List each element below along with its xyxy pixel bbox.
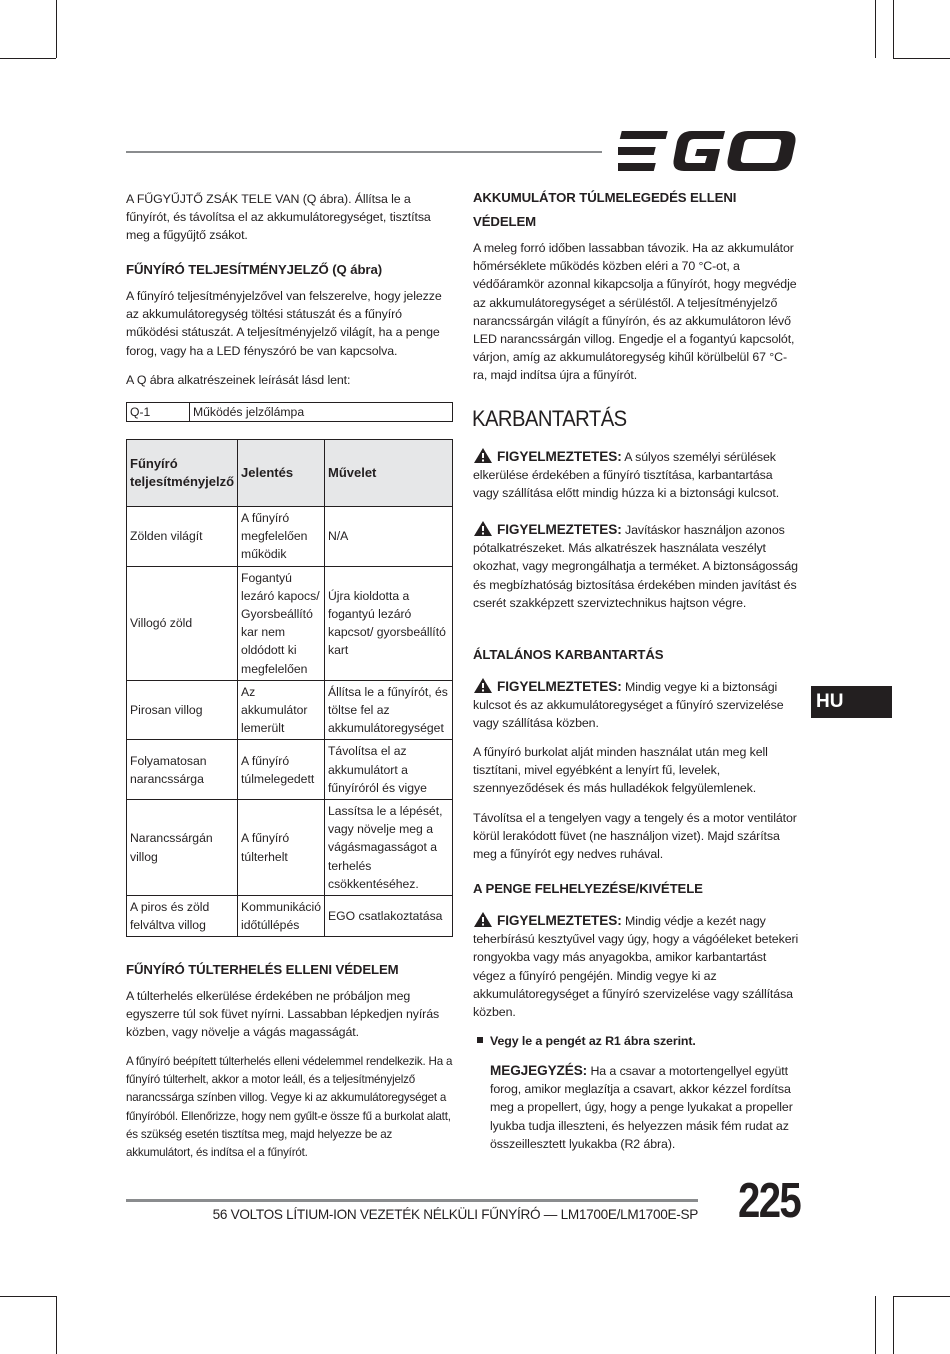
cell-action: N/A bbox=[324, 507, 452, 567]
warning-triangle-icon bbox=[473, 520, 493, 537]
crop-mark bbox=[56, 1296, 57, 1354]
warning-text: A súlyos személyi sérülések elkerülése érdekében a fűnyíró tisztítása, karbantartása vagy szállítása előtt mindig húzza ki a biztonsági kulcsot. bbox=[473, 450, 780, 501]
cell-action: Újra kioldotta a fogantyú lezáró kapcsot/ gyorsbeállító kart bbox=[324, 566, 452, 680]
warning-triangle-icon bbox=[473, 911, 493, 928]
footer-rule bbox=[126, 1199, 698, 1202]
cell-meaning: A fűnyíró megfelelően működik bbox=[238, 507, 325, 567]
cell-action: Távolítsa el az akkumulátort a fűnyíróról és vigye bbox=[324, 740, 452, 800]
warning-text: Mindig vegye ki a biztonsági kulcsot és az akkumulátoregységet a fűnyíró szervizelése vagy szállítása közben. bbox=[473, 680, 784, 731]
blade-heading: A PENGE FELHELYEZÉSE/KIVÉTELE bbox=[473, 881, 703, 896]
crop-mark bbox=[875, 0, 876, 58]
page-number: 225 bbox=[738, 1174, 801, 1228]
warning-label: FIGYELMEZTETES: bbox=[497, 679, 622, 694]
table-row bbox=[127, 740, 453, 800]
table-row bbox=[127, 896, 453, 937]
crop-mark bbox=[0, 1296, 56, 1297]
general-paragraph-2: Távolítsa el a tengelyen vagy a tengely és a motor ventilátor körül lerakódott füvet (ne használjon vizet). Majd szárítsa meg a fűnyírót egy nedves ruhával. bbox=[473, 811, 797, 862]
battery-paragraph: A meleg forró időben lassabban távozik. Ha az akkumulátor hőmérséklete működés közben eléri a 70 °C-ot, a védőáramkör azonnal kikapcsolja a fűnyírót, hogy megvédje az akkumulátoregységet a sérüléstől. A teljesítményjelző narancssárgán világít a fűnyírón, és az akkumulátoron lévő LED narancssárgán villog. Engedje el a fogantyú kapcsolót, várjon, amíg az akkumulátoregység kihűl körülbelül 67 °C-ra, majd indítsa újra a fűnyírót. bbox=[473, 241, 797, 383]
warning-block-3 bbox=[473, 677, 799, 733]
crop-mark bbox=[893, 1296, 950, 1297]
warning-block-1 bbox=[473, 447, 799, 503]
language-tab-label: HU bbox=[816, 691, 844, 712]
warning-block-2 bbox=[473, 520, 799, 612]
overload-paragraph-2: A fűnyíró beépített túlterhelés elleni védelemmel rendelkezik. Ha a fűnyíró túlterhelt, akkor a motor leáll, és a teljesítményjelző narancssárga színben villog. Vegye ki az akkumulátoregységet a fűnyíróból. Ellenőrizze, hogy nem gyűlt-e össze fű a burkolat alatt, és szükség esetén tisztítsa meg, majd helyezze be az akkumulátort, és indítsa el a fűnyírót. bbox=[126, 1055, 453, 1160]
warning-label: FIGYELMEZTETES: bbox=[497, 449, 622, 464]
general-maintenance-heading: ÁLTALÁNOS KARBANTARTÁS bbox=[473, 647, 664, 662]
header-rule bbox=[126, 151, 602, 153]
indicator-note: A Q ábra alkatrészeinek leírását lásd lent: bbox=[126, 373, 351, 387]
status-table bbox=[126, 439, 453, 937]
overload-paragraph-1: A túlterhelés elkerülése érdekében ne próbáljon meg egyszerre túl sok füvet nyírni. Lassabban lépkedjen nyírás közben, vagy növelje a vágás magasságát. bbox=[126, 989, 440, 1040]
crop-mark bbox=[893, 58, 950, 59]
header-action: Művelet bbox=[324, 440, 452, 507]
cell-indicator: Zölden világít bbox=[127, 507, 238, 567]
table-row bbox=[127, 680, 453, 740]
warning-triangle-icon bbox=[473, 447, 493, 464]
crop-mark bbox=[893, 1296, 894, 1354]
cell-indicator: Pirosan villog bbox=[127, 680, 238, 740]
cell-meaning: A fűnyíró túlterhelt bbox=[238, 800, 325, 896]
part-code: Q-1 bbox=[127, 403, 190, 422]
table-row bbox=[127, 566, 453, 680]
ego-logo bbox=[618, 130, 800, 172]
bullet-step: Vegy le a pengét az R1 ábra szerint. bbox=[490, 1034, 696, 1048]
cell-meaning: Kommunikáció időtúllépés bbox=[238, 896, 325, 937]
language-tab bbox=[811, 686, 892, 718]
figure-q-table bbox=[126, 402, 453, 422]
cell-action: EGO csatlakoztatása bbox=[324, 896, 452, 937]
table-row bbox=[127, 403, 453, 422]
cell-meaning: A fűnyíró túlmelegedett bbox=[238, 740, 325, 800]
warning-label: FIGYELMEZTETES: bbox=[497, 522, 622, 537]
warning-text: Mindig védje a kezét nagy teherbírású kesztyűvel vagy úgy, hogy a vágóéleket betekeri rongyokba vagy más anyagokba, amikor karbantartást végez a fűnyíró pengéjén. Mindig vegye ki az akkumulátoregységet a fűnyíró szervizelése vagy szállítása közben. bbox=[473, 914, 799, 1020]
cell-indicator: Folyamatosan narancssárga bbox=[127, 740, 238, 800]
cell-action: Lassítsa le a lépését, vagy növelje meg a vágásmagasságot a terhelés csökkentéséhez. bbox=[324, 800, 452, 896]
crop-mark bbox=[893, 0, 894, 58]
maintenance-title: KARBANTARTÁS bbox=[472, 406, 627, 431]
table-row bbox=[127, 800, 453, 896]
footer-title: 56 VOLTOS LÍTIUM-ION VEZETÉK NÉLKÜLI FŰNYÍRÓ — LM1700E/LM1700E-SP bbox=[212, 1207, 698, 1222]
bullet-square-icon bbox=[477, 1037, 483, 1043]
part-description: Működés jelzőlámpa bbox=[190, 403, 453, 422]
overload-heading: FŰNYÍRÓ TÚLTERHELÉS ELLENI VÉDELEM bbox=[126, 962, 399, 977]
logo-text: EGO bbox=[618, 130, 621, 131]
warning-text: Javításkor használjon azonos pótalkatrészeket. Más alkatrészek használata veszélyt okozhat, vagy megrongálhatja a terméket. A biztonságosság és megbízhatóság biztosítása érdekében minden javítást és cserét szakképzett szerviztechnikus hajtson végre. bbox=[473, 523, 798, 610]
indicator-paragraph: A fűnyíró teljesítményjelzővel van felszerelve, hogy jelezze az akkumulátoregység töltési státuszát és a fűnyíró működési státuszát. A teljesítményjelző világít, ha a penge forog, vagy ha a LED fényszóró be van kapcsolva. bbox=[126, 289, 442, 358]
cell-meaning: Az akkumulátor lemerült bbox=[238, 680, 325, 740]
battery-heading-line-2: VÉDELEM bbox=[473, 214, 537, 229]
note-text: Ha a csavar a motortengellyel együtt forog, amikor meglazítja a csavart, akkor kézzel fordítsa meg a propellert, úgy, hogy a penge lyukakat a propeller lyukba tudja illeszteni, és helyezzen másik fém rudat az összeillesztett lyukakba (R2 ábra). bbox=[490, 1064, 793, 1151]
table-header-row bbox=[127, 440, 453, 507]
header-indicator: Fűnyíró teljesítményjelző bbox=[127, 440, 238, 507]
header-meaning: Jelentés bbox=[238, 440, 325, 507]
cell-action: Állítsa le a fűnyírót, és töltse fel az akkumulátoregységet bbox=[324, 680, 452, 740]
indicator-heading: FŰNYÍRÓ TELJESÍTMÉNYJELZŐ (Q ábra) bbox=[126, 262, 382, 277]
cell-indicator: A piros és zöld felváltva villog bbox=[127, 896, 238, 937]
note-block bbox=[490, 1062, 800, 1153]
warning-block-4 bbox=[473, 911, 799, 1021]
crop-mark bbox=[875, 1296, 876, 1354]
battery-heading-line-1: AKKUMULÁTOR TÚLMELEGEDÉS ELLENI bbox=[473, 190, 737, 205]
cell-indicator: Villogó zöld bbox=[127, 566, 238, 680]
crop-mark bbox=[56, 0, 57, 58]
note-label: MEGJEGYZÉS: bbox=[490, 1063, 588, 1078]
general-paragraph-1: A fűnyíró burkolat alját minden használat után meg kell tisztítani, mivel egyébként a lenyírt fű, levelek, szennyeződések és más hulladékok felgyülemlenek. bbox=[473, 745, 768, 796]
warning-label: FIGYELMEZTETES: bbox=[497, 913, 622, 928]
crop-mark bbox=[0, 58, 56, 59]
intro-paragraph: A FŰGYŰJTŐ ZSÁK TELE VAN (Q ábra). Állítsa le a fűnyírót, és távolítsa el az akkumulátoregységet, tisztítsa meg a fűgyűjtő zsákot. bbox=[126, 192, 431, 243]
warning-triangle-icon bbox=[473, 677, 493, 694]
table-row bbox=[127, 507, 453, 567]
cell-meaning: Fogantyú lezáró kapocs/ Gyorsbeállító kar nem oldódott ki megfelelően bbox=[238, 566, 325, 680]
cell-indicator: Narancssárgán villog bbox=[127, 800, 238, 896]
